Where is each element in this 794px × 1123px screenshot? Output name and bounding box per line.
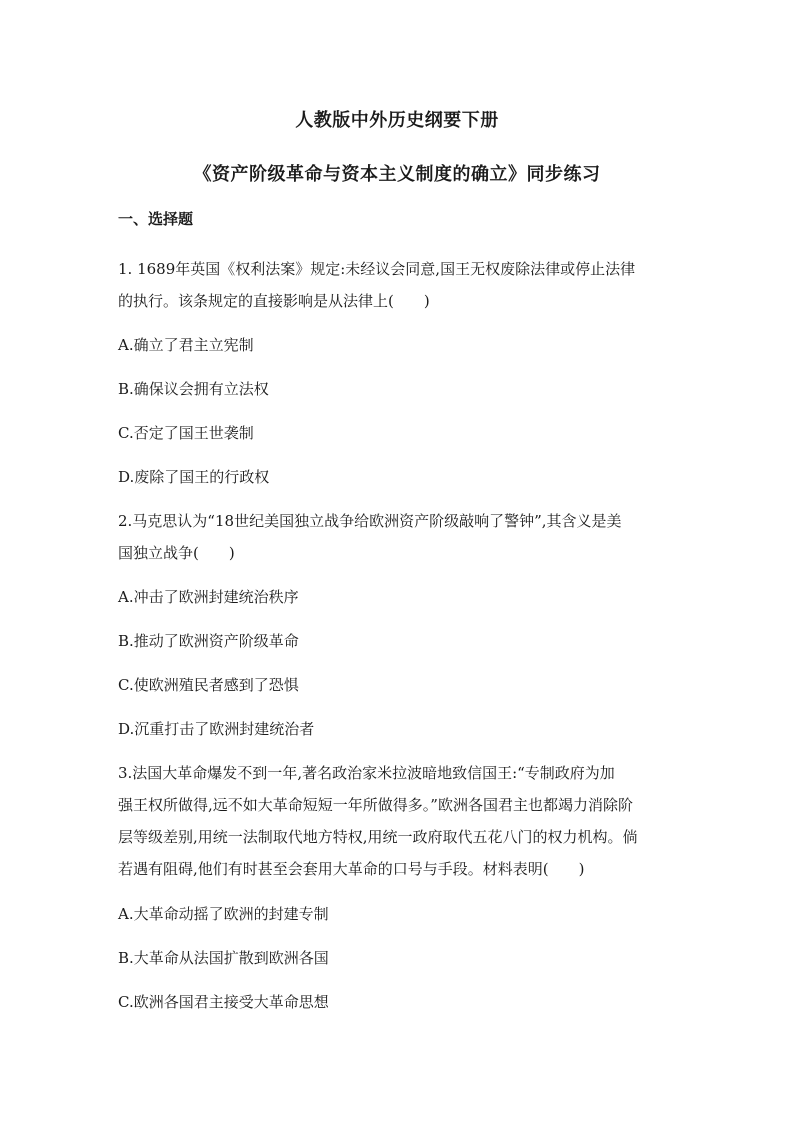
question-1-option-b: B.确保议会拥有立法权 [118, 380, 269, 398]
question-1-option-d: D.废除了国王的行政权 [118, 468, 270, 486]
question-1-option-a: A.确立了君主立宪制 [118, 336, 254, 354]
section-heading: 一、选择题 [118, 210, 194, 228]
question-3-text-line-3: 层等级差别,用统一法制取代地方特权,用统一政府取代五花八门的权力机构。倘 [118, 828, 638, 846]
question-3-text-line-2: 强王权所做得,远不如大革命短短一年所做得多。”欧洲各国君主也都竭力消除阶 [118, 796, 633, 814]
question-3-option-a: A.大革命动摇了欧洲的封建专制 [118, 905, 329, 923]
question-3-text-line-1: 3.法国大革命爆发不到一年,著名政治家米拉波暗地致信国王:“专制政府为加 [118, 764, 615, 782]
question-2-option-c: C.使欧洲殖民者感到了恐惧 [118, 676, 299, 694]
question-3-option-c: C.欧洲各国君主接受大革命思想 [118, 993, 329, 1011]
question-2-text-line-2: 国独立战争( ) [118, 544, 235, 562]
question-2-text-line-1: 2.马克思认为“18世纪美国独立战争给欧洲资产阶级敲响了警钟”,其含义是美 [118, 512, 622, 530]
document-subtitle: 《资产阶级革命与资本主义制度的确立》同步练习 [193, 164, 601, 185]
question-2-option-b: B.推动了欧洲资产阶级革命 [118, 632, 299, 650]
question-1-option-c: C.否定了国王世袭制 [118, 424, 254, 442]
question-1-text-line-1: 1. 1689年英国《权利法案》规定:未经议会同意,国王无权废除法律或停止法律 [118, 260, 636, 278]
document-title: 人教版中外历史纲要下册 [295, 110, 499, 131]
question-2-option-a: A.冲击了欧洲封建统治秩序 [118, 588, 299, 606]
question-3-text-line-4: 若遇有阻碍,他们有时甚至会套用大革命的口号与手段。材料表明( ) [118, 860, 585, 878]
question-1-text-line-2: 的执行。该条规定的直接影响是从法律上( ) [118, 292, 430, 310]
question-3-option-b: B.大革命从法国扩散到欧洲各国 [118, 949, 329, 967]
question-2-option-d: D.沉重打击了欧洲封建统治者 [118, 720, 315, 738]
